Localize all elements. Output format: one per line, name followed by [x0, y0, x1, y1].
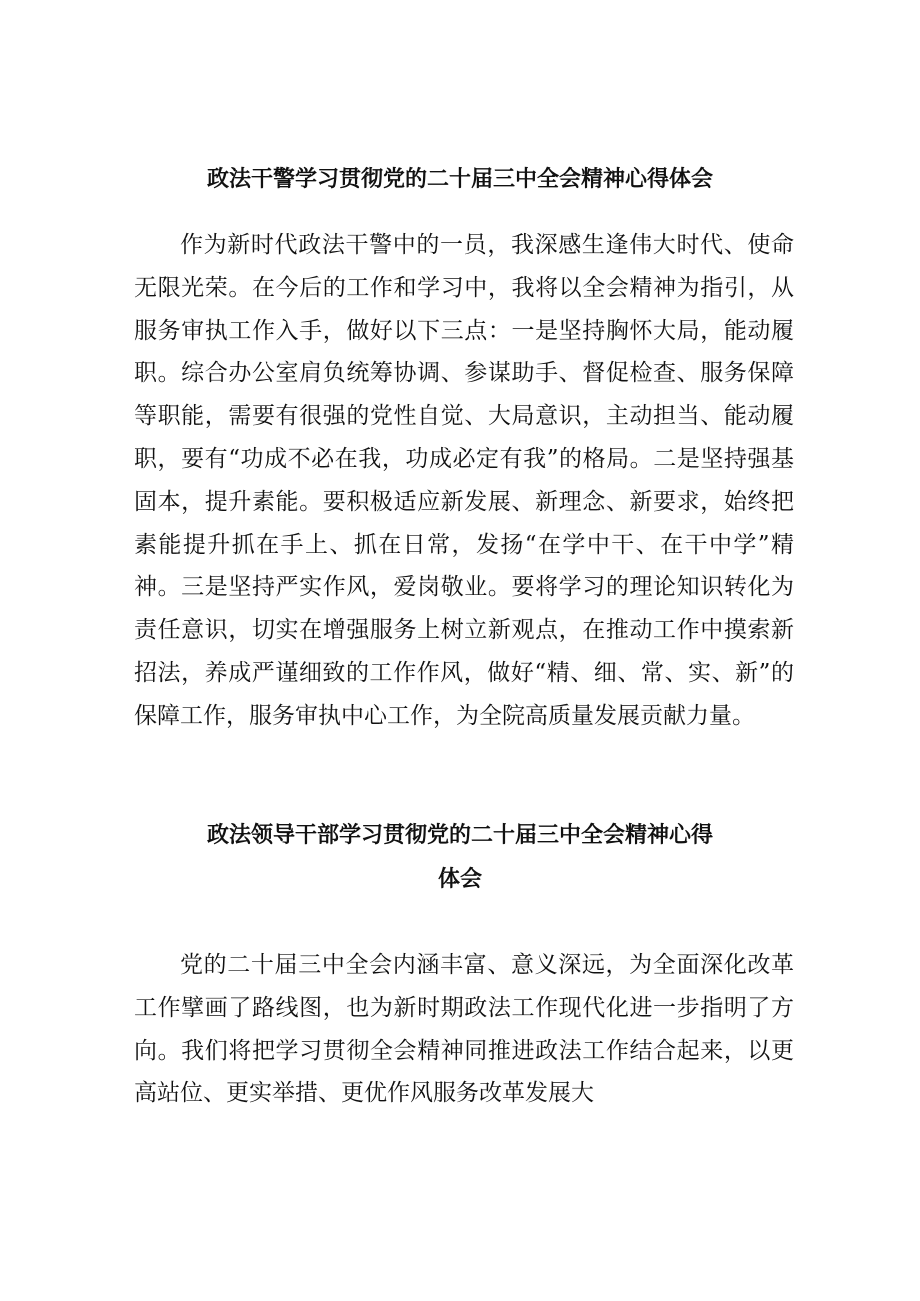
section2-title-line2: 体会	[437, 867, 482, 892]
section2-title-line1: 政法领导干部学习贯彻党的二十届三中全会精神心得	[206, 823, 713, 848]
section2-body: 党的二十届三中全会内涵丰富、意义深远，为全面深化改革工作擘画了路线图，也为新时期政法工作现代化进一步指明了方向。我们将把学习贯彻全会精神同推进政法工作结合起来，以更高站位、更实举措、更优作风服务改革发展大	[134, 952, 794, 1107]
section1-body: 作为新时代政法干警中的一员，我深感生逢伟大时代、使命无限光荣。在今后的工作和学习中，我将以全会精神为指引，从服务审执工作入手，做好以下三点：一是坚持胸怀大局，能动履职。综合办公室肩负统筹协调、参谋助手、督促检查、服务保障等职能，需要有很强的党性自觉、大局意识，主动担当、能动履职，要有“功成不必在我，功成必定有我”的格局。二是坚持强基固本，提升素能。要积极适应新发展、新理念、新要求，始终把素能提升抓在手上、抓在日常，发扬“在学中干、在干中学”精神。三是坚持严实作风，爱岗敬业。要将学习的理论知识转化为责任意识，切实在增强服务上树立新观点，在推动工作中摸索新招法，养成严谨细致的工作作风，做好“精、细、常、实、新”的保障工作，服务审执中心工作，为全院高质量发展贡献力量。	[134, 232, 794, 729]
section2-title	[0, 814, 920, 902]
section1-title: 政法干警学习贯彻党的二十届三中全会精神心得体会	[206, 167, 713, 192]
